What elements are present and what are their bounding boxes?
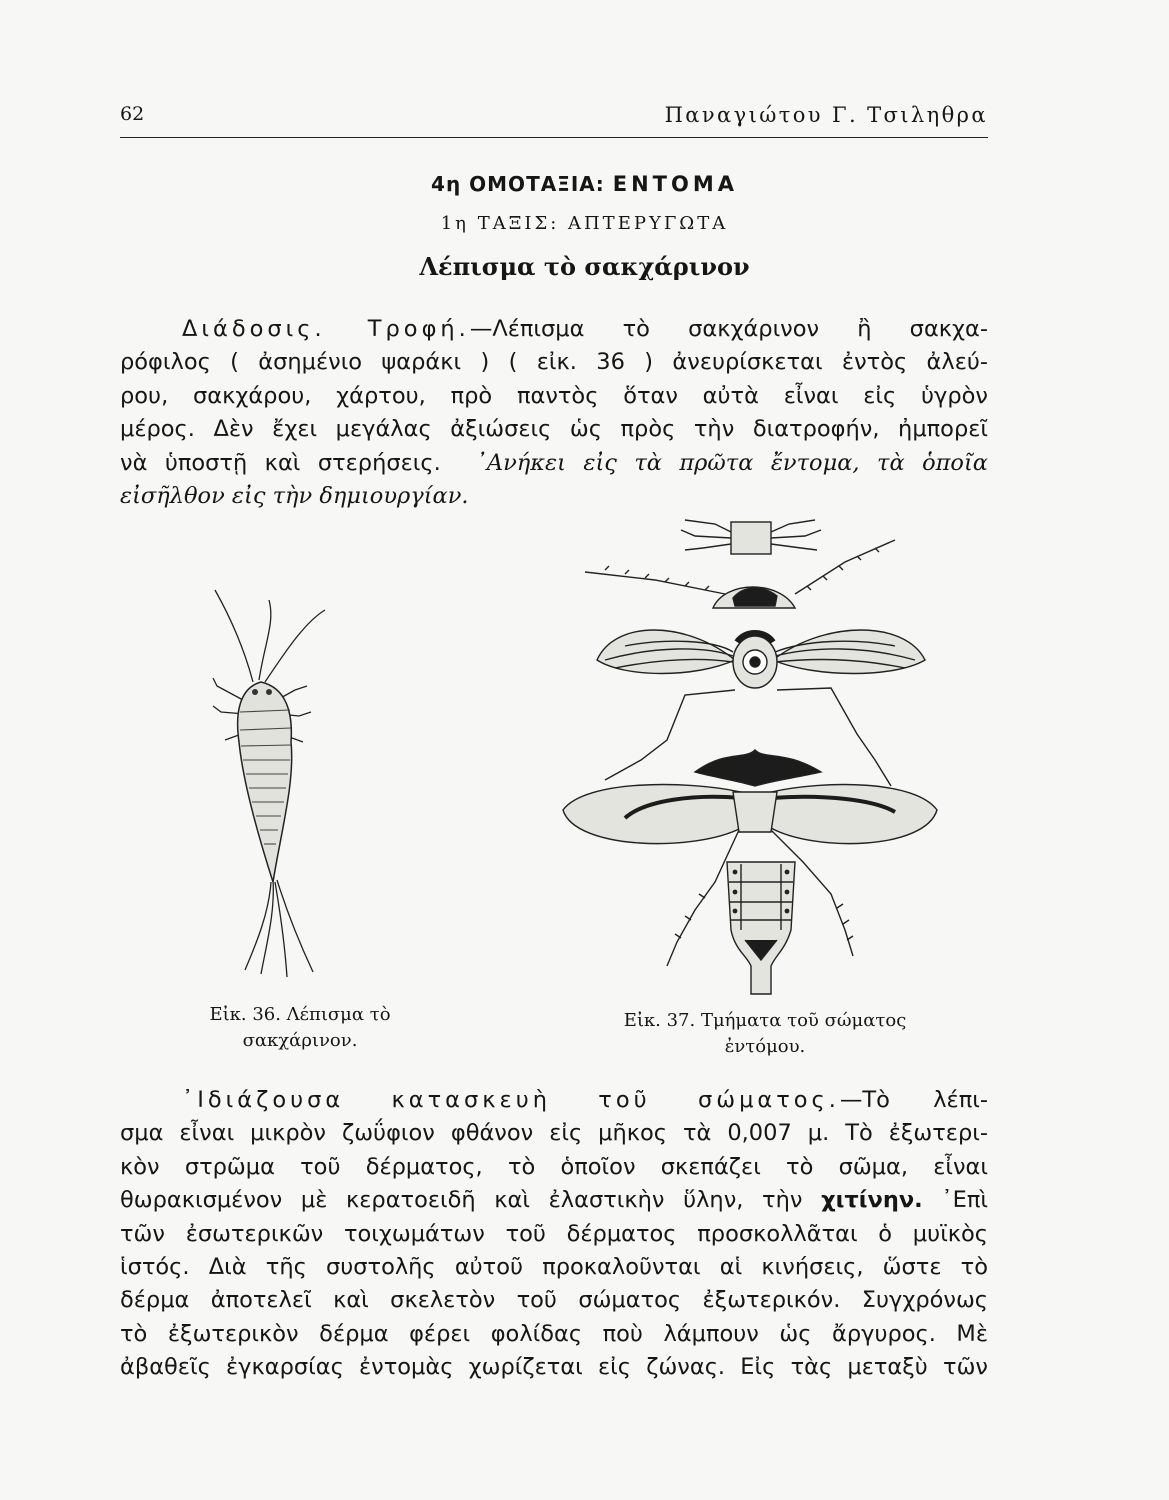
paragraph-lead: Διάδοσις. Τροφή. <box>182 316 470 342</box>
text-line: μέρος. Δὲν ἔχει μεγάλας ἀξιώσεις ὡς πρὸς τὴν διατροφήν, ἠμπορεῖ <box>120 416 988 443</box>
caption-line: σακχάρινον. <box>242 1030 358 1051</box>
paragraph-lead: ᾿Ιδιάζουσα κατασκευὴ τοῦ σώματος. <box>182 1087 840 1113</box>
text-segment: ᾿Επὶ <box>941 1187 989 1214</box>
caption-line: Εἰκ. 37. Τμήματα τοῦ σώματος <box>623 1010 907 1031</box>
text-segment: —Λέπισμα τὸ σακχάρινον ἢ σακχα- <box>469 316 988 342</box>
text-line <box>120 313 988 346</box>
class-value: ΕΝΤΟΜΑ <box>612 172 738 196</box>
text-line: σμα εἶναι μικρὸν ζωΰφιον φθάνον εἰς μῆκος τὰ 0,007 μ. Τὸ ἐξωτερι- <box>120 1120 988 1147</box>
text-segment: —Τὸ λέπι- <box>839 1087 988 1113</box>
text-segment: θωρακισμένον μὲ κερατοειδῆ καὶ ἐλαστικὴν ὕλην, τὴν <box>120 1187 803 1214</box>
text-line: ἱστός. Διὰ τῆς συστολῆς αὐτοῦ προκαλοῦνται αἱ κινήσεις, ὥστε τὸ <box>120 1254 988 1281</box>
figure-37-caption <box>550 1008 980 1060</box>
species-heading: Λέπισμα τὸ σακχάρινον <box>419 252 750 281</box>
text-line: τὸ ἐξωτερικὸν δέρμα φέρει φολίδας ποὺ λάμπουν ὡς ἄργυρος. Μὲ <box>120 1320 988 1347</box>
order-heading: 1η ΤΑΞΙΣ: ΑΠΤΕΡΥΓΩΤΑ <box>440 213 729 234</box>
text-line <box>120 1084 988 1117</box>
class-heading <box>0 172 1169 196</box>
caption-line: Εἰκ. 36. Λέπισμα τὸ <box>209 1004 391 1025</box>
page-number: 62 <box>120 103 145 125</box>
author-name: Παναγιώτου Γ. Τσιληθρα <box>664 103 988 127</box>
paragraph-distribution <box>120 313 988 513</box>
text-line: ἀβαθεῖς ἐγκαρσίας ἐντομὰς χωρίζεται εἰς ζώνας. Εἰς τὰς μεταξὺ τῶν <box>120 1354 988 1381</box>
text-line <box>120 1184 988 1217</box>
italic-line: εἰσῆλθον εἰς τὴν δημιουργίαν. <box>120 483 469 510</box>
class-name: ΟΜΟΤΑΞΙΑ: <box>469 172 605 196</box>
text-line: κὸν στρῶμα τοῦ δέρματος, τὸ ὁποῖον σκεπάζει τὸ σῶμα, εἶναι <box>120 1153 988 1180</box>
caption-line: ἐντόμου. <box>724 1036 806 1057</box>
header-rule <box>120 137 988 138</box>
text-line: τῶν ἐσωτερικῶν τοιχωμάτων τοῦ δέρματος προσκολλᾶται ὁ μυϊκὸς <box>120 1220 988 1247</box>
running-header <box>120 103 988 133</box>
silverfish-figure <box>195 582 365 982</box>
figure-36-caption <box>170 1002 430 1054</box>
paragraph-body-structure <box>120 1084 988 1385</box>
text-line: ρου, σακχάρου, χάρτου, πρὸ παντὸς ὅταν αὐτὰ εἶναι εἰς ὑγρὸν <box>120 382 988 409</box>
text-line: δέρμα ἀποτελεῖ καὶ σκελετὸν τοῦ σώματος ἐξωτερικόν. Συγχρόνως <box>120 1287 988 1314</box>
text-line: ρόφιλος ( ἀσημένιο ψαράκι ) ( εἰκ. 36 ) ἀνευρίσκεται ἐντὸς ἀλεύ- <box>120 349 988 376</box>
insect-parts-figure <box>545 510 945 1005</box>
text-line <box>120 447 988 480</box>
italic-sentence: ᾿Ανήκει εἰς τὰ πρῶτα ἔντομα, τὰ ὁποῖα <box>475 449 988 476</box>
text-segment: νὰ ὑποστῇ καὶ στερήσεις. <box>120 449 441 476</box>
bold-term: χιτίνην. <box>821 1187 923 1214</box>
class-prefix: 4η <box>431 172 462 196</box>
